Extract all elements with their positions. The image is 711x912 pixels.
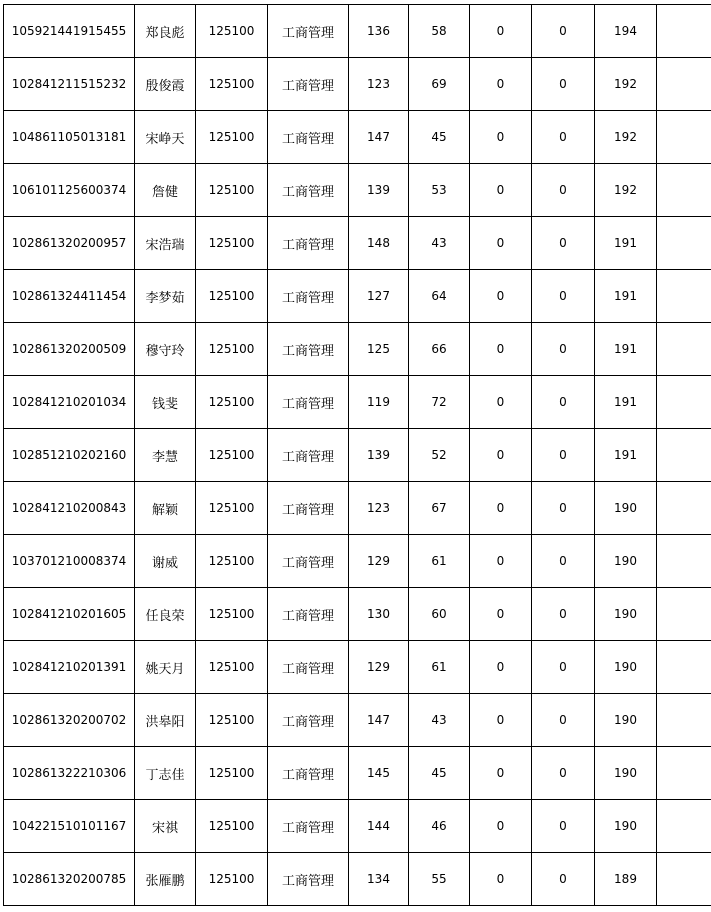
candidate-id-cell: 102841211515232: [4, 58, 135, 111]
name-cell: 殷俊霞: [135, 58, 196, 111]
major-code-cell: 125100: [196, 535, 268, 588]
major-code-cell: 125100: [196, 747, 268, 800]
score-2-cell: 43: [409, 694, 470, 747]
score-3-cell: 0: [470, 5, 532, 58]
score-2-cell: 55: [409, 853, 470, 906]
score-4-cell: 0: [532, 482, 595, 535]
score-1-cell: 148: [349, 217, 409, 270]
total-score-cell: 191: [595, 217, 657, 270]
remark-cell: [657, 694, 711, 747]
score-1-cell: 123: [349, 482, 409, 535]
total-score-cell: 190: [595, 588, 657, 641]
major-code-cell: 125100: [196, 164, 268, 217]
total-score-cell: 190: [595, 747, 657, 800]
major-code-cell: 125100: [196, 217, 268, 270]
score-3-cell: 0: [470, 111, 532, 164]
major-code-cell: 125100: [196, 270, 268, 323]
remark-cell: [657, 5, 711, 58]
score-2-cell: 66: [409, 323, 470, 376]
candidate-id-cell: 102851210202160: [4, 429, 135, 482]
score-2-cell: 46: [409, 800, 470, 853]
major-code-cell: 125100: [196, 853, 268, 906]
major-name-cell: 工商管理: [268, 58, 349, 111]
score-3-cell: 0: [470, 323, 532, 376]
score-2-cell: 61: [409, 641, 470, 694]
name-cell: 钱斐: [135, 376, 196, 429]
major-code-cell: 125100: [196, 800, 268, 853]
major-name-cell: 工商管理: [268, 535, 349, 588]
score-2-cell: 58: [409, 5, 470, 58]
score-1-cell: 127: [349, 270, 409, 323]
total-score-cell: 189: [595, 853, 657, 906]
table-row: [4, 323, 711, 376]
major-code-cell: 125100: [196, 323, 268, 376]
score-2-cell: 72: [409, 376, 470, 429]
name-cell: 李梦茹: [135, 270, 196, 323]
candidate-id-cell: 106101125600374: [4, 164, 135, 217]
total-score-cell: 192: [595, 164, 657, 217]
score-2-cell: 69: [409, 58, 470, 111]
remark-cell: [657, 323, 711, 376]
total-score-cell: 190: [595, 482, 657, 535]
table-row: [4, 747, 711, 800]
candidate-id-cell: 102841210201605: [4, 588, 135, 641]
name-cell: 宋祺: [135, 800, 196, 853]
score-4-cell: 0: [532, 217, 595, 270]
table-body: [4, 5, 711, 906]
major-name-cell: 工商管理: [268, 5, 349, 58]
major-name-cell: 工商管理: [268, 429, 349, 482]
score-4-cell: 0: [532, 694, 595, 747]
total-score-cell: 190: [595, 694, 657, 747]
score-2-cell: 64: [409, 270, 470, 323]
table-row: [4, 111, 711, 164]
candidate-id-cell: 102861320200509: [4, 323, 135, 376]
remark-cell: [657, 535, 711, 588]
name-cell: 宋浩瑞: [135, 217, 196, 270]
remark-cell: [657, 376, 711, 429]
table-row: [4, 694, 711, 747]
major-name-cell: 工商管理: [268, 217, 349, 270]
score-4-cell: 0: [532, 588, 595, 641]
score-4-cell: 0: [532, 429, 595, 482]
table-row: [4, 588, 711, 641]
score-4-cell: 0: [532, 111, 595, 164]
score-3-cell: 0: [470, 747, 532, 800]
score-1-cell: 139: [349, 164, 409, 217]
score-3-cell: 0: [470, 270, 532, 323]
remark-cell: [657, 588, 711, 641]
name-cell: 郑良彪: [135, 5, 196, 58]
score-4-cell: 0: [532, 747, 595, 800]
score-1-cell: 147: [349, 111, 409, 164]
major-name-cell: 工商管理: [268, 323, 349, 376]
score-1-cell: 139: [349, 429, 409, 482]
table-row: [4, 800, 711, 853]
remark-cell: [657, 270, 711, 323]
remark-cell: [657, 429, 711, 482]
candidate-id-cell: 102861320200702: [4, 694, 135, 747]
candidate-id-cell: 104221510101167: [4, 800, 135, 853]
score-2-cell: 67: [409, 482, 470, 535]
name-cell: 丁志佳: [135, 747, 196, 800]
total-score-cell: 190: [595, 535, 657, 588]
score-3-cell: 0: [470, 641, 532, 694]
total-score-cell: 192: [595, 58, 657, 111]
major-name-cell: 工商管理: [268, 482, 349, 535]
remark-cell: [657, 58, 711, 111]
remark-cell: [657, 217, 711, 270]
name-cell: 谢威: [135, 535, 196, 588]
score-3-cell: 0: [470, 588, 532, 641]
score-2-cell: 43: [409, 217, 470, 270]
major-code-cell: 125100: [196, 376, 268, 429]
table-row: [4, 376, 711, 429]
name-cell: 宋峥天: [135, 111, 196, 164]
score-3-cell: 0: [470, 694, 532, 747]
major-name-cell: 工商管理: [268, 270, 349, 323]
score-3-cell: 0: [470, 535, 532, 588]
remark-cell: [657, 800, 711, 853]
score-4-cell: 0: [532, 58, 595, 111]
score-1-cell: 147: [349, 694, 409, 747]
major-name-cell: 工商管理: [268, 747, 349, 800]
score-4-cell: 0: [532, 376, 595, 429]
major-name-cell: 工商管理: [268, 800, 349, 853]
score-table: [3, 4, 711, 906]
table-row: [4, 270, 711, 323]
score-4-cell: 0: [532, 853, 595, 906]
major-code-cell: 125100: [196, 5, 268, 58]
major-code-cell: 125100: [196, 588, 268, 641]
candidate-id-cell: 105921441915455: [4, 5, 135, 58]
score-1-cell: 136: [349, 5, 409, 58]
score-1-cell: 145: [349, 747, 409, 800]
major-name-cell: 工商管理: [268, 376, 349, 429]
table-row: [4, 641, 711, 694]
score-4-cell: 0: [532, 323, 595, 376]
candidate-id-cell: 102841210201391: [4, 641, 135, 694]
table-row: [4, 429, 711, 482]
remark-cell: [657, 111, 711, 164]
table-row: [4, 58, 711, 111]
major-code-cell: 125100: [196, 111, 268, 164]
major-code-cell: 125100: [196, 641, 268, 694]
table-row: [4, 164, 711, 217]
score-2-cell: 52: [409, 429, 470, 482]
score-1-cell: 129: [349, 535, 409, 588]
major-name-cell: 工商管理: [268, 853, 349, 906]
score-3-cell: 0: [470, 217, 532, 270]
major-name-cell: 工商管理: [268, 588, 349, 641]
name-cell: 任良荣: [135, 588, 196, 641]
score-2-cell: 45: [409, 747, 470, 800]
score-2-cell: 45: [409, 111, 470, 164]
major-name-cell: 工商管理: [268, 111, 349, 164]
table-row: [4, 853, 711, 906]
remark-cell: [657, 482, 711, 535]
candidate-id-cell: 102861322210306: [4, 747, 135, 800]
score-4-cell: 0: [532, 641, 595, 694]
name-cell: 姚天月: [135, 641, 196, 694]
total-score-cell: 191: [595, 323, 657, 376]
score-3-cell: 0: [470, 376, 532, 429]
score-3-cell: 0: [470, 853, 532, 906]
major-code-cell: 125100: [196, 482, 268, 535]
remark-cell: [657, 164, 711, 217]
table-row: [4, 217, 711, 270]
major-name-cell: 工商管理: [268, 641, 349, 694]
score-3-cell: 0: [470, 58, 532, 111]
candidate-id-cell: 102841210200843: [4, 482, 135, 535]
candidate-id-cell: 102861320200957: [4, 217, 135, 270]
table-row: [4, 5, 711, 58]
name-cell: 解颖: [135, 482, 196, 535]
name-cell: 穆守玲: [135, 323, 196, 376]
name-cell: 张雁鹏: [135, 853, 196, 906]
candidate-id-cell: 104861105013181: [4, 111, 135, 164]
score-4-cell: 0: [532, 270, 595, 323]
total-score-cell: 191: [595, 376, 657, 429]
candidate-id-cell: 102841210201034: [4, 376, 135, 429]
score-1-cell: 144: [349, 800, 409, 853]
score-4-cell: 0: [532, 800, 595, 853]
total-score-cell: 192: [595, 111, 657, 164]
total-score-cell: 190: [595, 800, 657, 853]
score-2-cell: 61: [409, 535, 470, 588]
score-1-cell: 129: [349, 641, 409, 694]
total-score-cell: 191: [595, 270, 657, 323]
major-code-cell: 125100: [196, 429, 268, 482]
score-1-cell: 119: [349, 376, 409, 429]
candidate-id-cell: 102861320200785: [4, 853, 135, 906]
score-2-cell: 53: [409, 164, 470, 217]
score-4-cell: 0: [532, 164, 595, 217]
major-code-cell: 125100: [196, 58, 268, 111]
major-name-cell: 工商管理: [268, 694, 349, 747]
name-cell: 洪皋阳: [135, 694, 196, 747]
score-1-cell: 134: [349, 853, 409, 906]
score-3-cell: 0: [470, 164, 532, 217]
major-name-cell: 工商管理: [268, 164, 349, 217]
score-4-cell: 0: [532, 535, 595, 588]
total-score-cell: 190: [595, 641, 657, 694]
score-3-cell: 0: [470, 800, 532, 853]
score-1-cell: 130: [349, 588, 409, 641]
name-cell: 李慧: [135, 429, 196, 482]
score-2-cell: 60: [409, 588, 470, 641]
candidate-id-cell: 102861324411454: [4, 270, 135, 323]
candidate-id-cell: 103701210008374: [4, 535, 135, 588]
major-code-cell: 125100: [196, 694, 268, 747]
score-3-cell: 0: [470, 482, 532, 535]
total-score-cell: 191: [595, 429, 657, 482]
score-4-cell: 0: [532, 5, 595, 58]
name-cell: 詹健: [135, 164, 196, 217]
table-row: [4, 535, 711, 588]
score-1-cell: 123: [349, 58, 409, 111]
score-3-cell: 0: [470, 429, 532, 482]
remark-cell: [657, 853, 711, 906]
total-score-cell: 194: [595, 5, 657, 58]
table-row: [4, 482, 711, 535]
remark-cell: [657, 747, 711, 800]
score-1-cell: 125: [349, 323, 409, 376]
remark-cell: [657, 641, 711, 694]
